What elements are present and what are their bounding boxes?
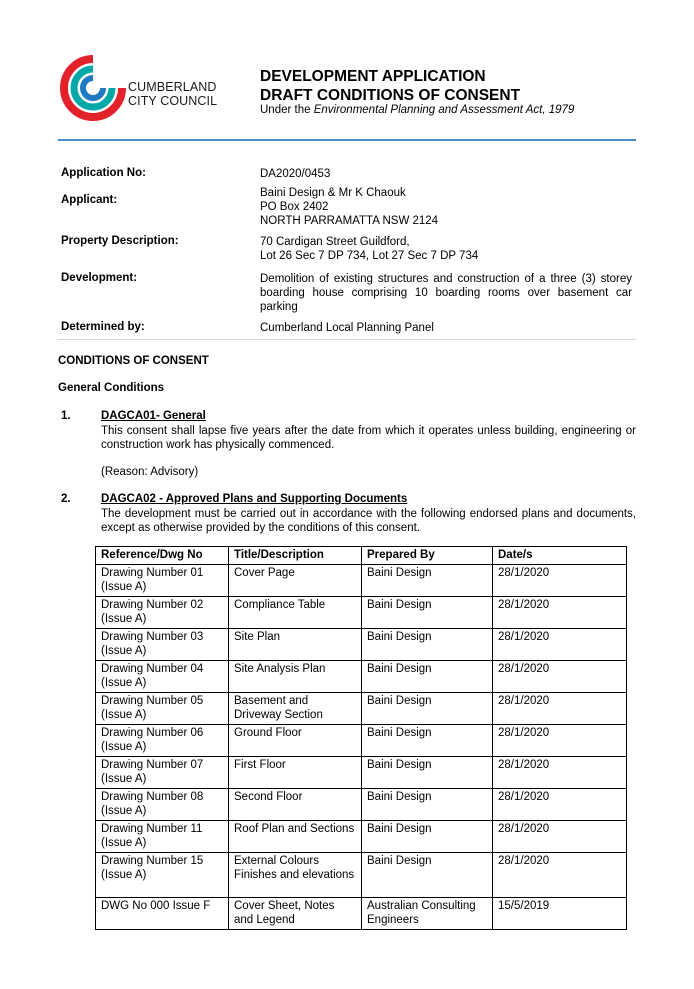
- property-line: Lot 26 Sec 7 DP 734, Lot 27 Sec 7 DP 734: [260, 250, 479, 262]
- table-cell: Ground Floor: [229, 724, 362, 756]
- table-cell: Cover Sheet, Notes and Legend: [229, 897, 362, 929]
- table-cell: Site Plan: [229, 628, 362, 660]
- title-line2: DRAFT CONDITIONS OF CONSENT: [260, 87, 521, 104]
- table-cell: Drawing Number 15 (Issue A): [96, 852, 229, 897]
- table-cell: Site Analysis Plan: [229, 660, 362, 692]
- header-divider: [58, 139, 636, 141]
- subtitle-prefix: Under the: [260, 104, 314, 116]
- table-cell: External Colours Finishes and elevations: [229, 852, 362, 897]
- condition-1-reason: (Reason: Advisory): [101, 466, 199, 478]
- table-row: [96, 724, 627, 756]
- table-row: [96, 660, 627, 692]
- table-cell: Basement and Driveway Section: [229, 692, 362, 724]
- application-no-value: DA2020/0453: [260, 168, 331, 180]
- table-row: [96, 692, 627, 724]
- conditions-heading: CONDITIONS OF CONSENT: [58, 355, 209, 367]
- table-cell: DWG No 000 Issue F: [96, 897, 229, 929]
- council-name-line2: CITY COUNCIL: [128, 94, 218, 108]
- table-cell: Drawing Number 03 (Issue A): [96, 628, 229, 660]
- council-logo: [60, 55, 126, 121]
- table-cell: Drawing Number 11 (Issue A): [96, 820, 229, 852]
- table-cell: Australian Consulting Engineers: [362, 897, 493, 929]
- applicant-value: [260, 186, 632, 228]
- table-row: [96, 897, 627, 929]
- table-row: [96, 852, 627, 897]
- table-cell: Baini Design: [362, 724, 493, 756]
- condition-1-text: This consent shall lapse five years after the date from which it operates unless building, engineering or construction work has physically commenced.: [101, 425, 636, 451]
- logo-teal-arc: [74, 69, 112, 107]
- determined-by-label: Determined by:: [61, 321, 145, 333]
- table-cell: 28/1/2020: [493, 564, 627, 596]
- table-cell: Drawing Number 02 (Issue A): [96, 596, 229, 628]
- applicant-line: PO Box 2402: [260, 201, 329, 213]
- table-cell: Roof Plan and Sections: [229, 820, 362, 852]
- table-row: [96, 564, 627, 596]
- table-cell: Drawing Number 08 (Issue A): [96, 788, 229, 820]
- table-cell: 28/1/2020: [493, 788, 627, 820]
- table-row: [96, 756, 627, 788]
- table-cell: Baini Design: [362, 852, 493, 897]
- table-cell: Drawing Number 07 (Issue A): [96, 756, 229, 788]
- table-cell: Baini Design: [362, 788, 493, 820]
- table-cell: Cover Page: [229, 564, 362, 596]
- condition-2-text: The development must be carried out in accordance with the following endorsed plans and documents, except as otherwise provided by the conditions of this consent.: [101, 508, 636, 534]
- document-subtitle: [260, 104, 574, 116]
- property-description-value: [260, 235, 632, 263]
- table-cell: Second Floor: [229, 788, 362, 820]
- condition-1-number: 1.: [61, 410, 71, 422]
- determined-by-value: Cumberland Local Planning Panel: [260, 322, 434, 334]
- column-header: Date/s: [493, 547, 627, 565]
- development-value: Demolition of existing structures and construction of a three (3) storey boarding house comprising 10 boarding rooms over basement car parking: [260, 273, 632, 313]
- table-cell: Baini Design: [362, 756, 493, 788]
- table-cell: Drawing Number 06 (Issue A): [96, 724, 229, 756]
- table-cell: 28/1/2020: [493, 660, 627, 692]
- table-cell: 15/5/2019: [493, 897, 627, 929]
- development-label: Development:: [61, 272, 138, 284]
- council-name-line1: CUMBERLAND: [128, 80, 217, 94]
- table-row: [96, 820, 627, 852]
- table-row: [96, 596, 627, 628]
- table-row: [96, 788, 627, 820]
- table-cell: Baini Design: [362, 820, 493, 852]
- column-header: Title/Description: [229, 547, 362, 565]
- column-header: Prepared By: [362, 547, 493, 565]
- table-header-row: [96, 547, 627, 565]
- table-cell: Baini Design: [362, 692, 493, 724]
- table-cell: 28/1/2020: [493, 724, 627, 756]
- table-cell: Baini Design: [362, 660, 493, 692]
- table-cell: First Floor: [229, 756, 362, 788]
- approved-plans-table: [95, 546, 627, 930]
- condition-2-number: 2.: [61, 493, 71, 505]
- application-no-label: Application No:: [61, 167, 146, 179]
- document-title: [260, 67, 520, 105]
- applicant-line: Baini Design & Mr K Chaouk: [260, 187, 406, 199]
- table-cell: 28/1/2020: [493, 628, 627, 660]
- table-cell: 28/1/2020: [493, 596, 627, 628]
- condition-1-title: DAGCA01- General: [101, 410, 206, 422]
- property-description-label: Property Description:: [61, 235, 179, 247]
- table-row: [96, 628, 627, 660]
- table-cell: Compliance Table: [229, 596, 362, 628]
- general-conditions-heading: General Conditions: [58, 382, 165, 394]
- property-line: 70 Cardigan Street Guildford,: [260, 236, 410, 248]
- title-line1: DEVELOPMENT APPLICATION: [260, 68, 486, 85]
- table-cell: 28/1/2020: [493, 692, 627, 724]
- applicant-line: NORTH PARRAMATTA NSW 2124: [260, 215, 439, 227]
- subtitle-act: Environmental Planning and Assessment Act, 1979: [313, 104, 575, 116]
- table-cell: 28/1/2020: [493, 820, 627, 852]
- table-cell: Drawing Number 05 (Issue A): [96, 692, 229, 724]
- council-name: [128, 80, 217, 108]
- table-cell: 28/1/2020: [493, 852, 627, 897]
- table-cell: Drawing Number 01 (Issue A): [96, 564, 229, 596]
- info-divider: [58, 339, 636, 340]
- applicant-label: Applicant:: [61, 194, 118, 206]
- condition-2-title: DAGCA02 - Approved Plans and Supporting Documents: [101, 493, 408, 505]
- table-cell: Baini Design: [362, 564, 493, 596]
- table-cell: Baini Design: [362, 628, 493, 660]
- table-cell: Drawing Number 04 (Issue A): [96, 660, 229, 692]
- table-cell: Baini Design: [362, 596, 493, 628]
- column-header: Reference/Dwg No: [96, 547, 229, 565]
- logo-blue-arc: [83, 78, 103, 98]
- table-cell: 28/1/2020: [493, 756, 627, 788]
